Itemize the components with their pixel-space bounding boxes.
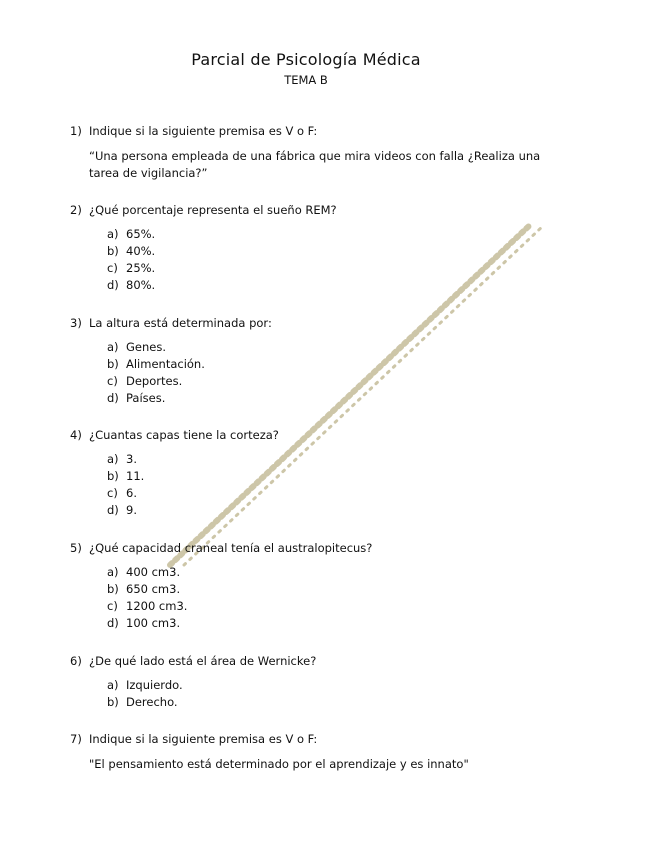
answer-option: a) 65%. [107,227,156,241]
answer-option: a) Izquierdo. [107,678,183,692]
answer-option: b) Derecho. [107,695,178,709]
question-number: 3) [70,316,82,330]
answer-options [107,564,570,632]
answer-options [107,451,570,519]
answer-option: c) 1200 cm3. [107,599,188,613]
document-title: Parcial de Psicología Médica [191,50,421,69]
answer-option: d) Países. [107,391,166,405]
answer-option: a) 3. [107,452,137,466]
answer-option: a) Genes. [107,340,166,354]
answer-option: a) 400 cm3. [107,565,181,579]
question-number: 4) [70,428,82,442]
answer-option: c) 25%. [107,261,156,275]
question-6 [70,654,570,723]
answer-option: d) 80%. [107,278,156,292]
answer-option: b) 650 cm3. [107,582,181,596]
question-text: La altura está determinada por: [89,316,272,330]
question-number: 7) [70,732,82,746]
question-text: ¿Cuantas capas tiene la corteza? [89,428,279,442]
question-text: ¿De qué lado está el área de Wernicke? [89,654,317,668]
answer-options [107,226,570,294]
answer-options [107,339,570,407]
question-text: Indique si la siguiente premisa es V o F: [89,124,318,138]
answer-option: d) 100 cm3. [107,616,181,630]
question-text: Indique si la siguiente premisa es V o F: [89,732,318,746]
question-premise: “Una persona empleada de una fábrica que mira videos con falla ¿Realiza una tarea de vigilancia?” [89,149,541,180]
question-premise: "El pensamiento está determinado por el aprendizaje y es innato" [89,757,469,771]
question-number: 6) [70,654,82,668]
answer-options [107,677,570,711]
question-3 [70,316,570,419]
question-number: 2) [70,203,82,217]
question-4 [70,428,570,531]
question-text: ¿Qué capacidad craneal tenía el australopitecus? [89,541,373,555]
answer-option: b) 11. [107,469,145,483]
answer-option: c) Deportes. [107,374,183,388]
question-text: ¿Qué porcentaje representa el sueño REM? [89,203,337,217]
answer-option: b) Alimentación. [107,357,205,371]
answer-option: b) 40%. [107,244,156,258]
question-7 [70,732,570,773]
question-2 [70,203,570,306]
answer-option: d) 9. [107,503,137,517]
question-1 [70,124,570,182]
question-number: 5) [70,541,82,555]
question-number: 1) [70,124,82,138]
answer-option: c) 6. [107,486,137,500]
document-subtitle: TEMA B [284,73,328,87]
question-5 [70,541,570,644]
